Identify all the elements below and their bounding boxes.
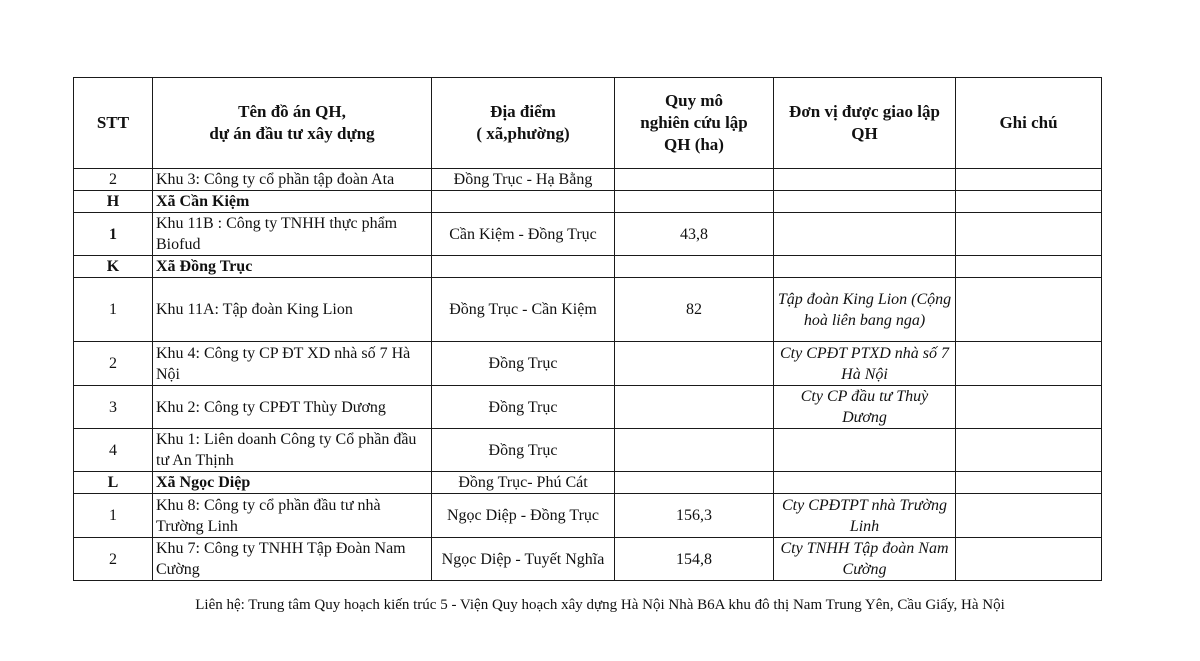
cell-scale (615, 472, 774, 494)
cell-note (956, 494, 1102, 538)
section-code: H (74, 191, 153, 213)
cell-stt: 2 (74, 169, 153, 191)
cell-location: Đồng Trục (432, 342, 615, 386)
cell-assigned-unit (774, 256, 956, 278)
table-row (74, 342, 1102, 386)
header-unit-line2: QH (851, 124, 878, 143)
cell-location: Đồng Trục - Cần Kiệm (432, 278, 615, 342)
header-location-line1: Địa điểm (490, 102, 556, 121)
cell-scale (615, 386, 774, 429)
cell-assigned-unit: Cty TNHH Tập đoàn Nam Cường (774, 538, 956, 581)
cell-location: Đồng Trục (432, 386, 615, 429)
section-row (74, 472, 1102, 494)
table-row (74, 213, 1102, 256)
cell-location (432, 191, 615, 213)
section-row (74, 191, 1102, 213)
header-scale (615, 78, 774, 169)
cell-scale: 154,8 (615, 538, 774, 581)
header-stt: STT (74, 78, 153, 169)
section-title: Xã Ngọc Diệp (153, 472, 432, 494)
table-row (74, 494, 1102, 538)
cell-project-name: Khu 11A: Tập đoàn King Lion (153, 278, 432, 342)
header-note: Ghi chú (956, 78, 1102, 169)
cell-assigned-unit: Tập đoàn King Lion (Cộng hoà liên bang nga) (774, 278, 956, 342)
table-row (74, 538, 1102, 581)
header-project-name (153, 78, 432, 169)
cell-project-name: Khu 8: Công ty cổ phần đầu tư nhà Trường Linh (153, 494, 432, 538)
cell-location: Đồng Trục- Phú Cát (432, 472, 615, 494)
cell-project-name: Khu 1: Liên doanh Công ty Cổ phần đầu tư An Thịnh (153, 429, 432, 472)
cell-project-name: Khu 11B : Công ty TNHH thực phẩm Biofud (153, 213, 432, 256)
cell-assigned-unit (774, 213, 956, 256)
table-row (74, 386, 1102, 429)
cell-assigned-unit (774, 472, 956, 494)
cell-stt: 4 (74, 429, 153, 472)
cell-project-name: Khu 2: Công ty CPĐT Thùy Dương (153, 386, 432, 429)
header-scale-line2: nghiên cứu lập (640, 113, 748, 132)
cell-location: Cần Kiệm - Đồng Trục (432, 213, 615, 256)
header-assigned-unit (774, 78, 956, 169)
cell-stt: 2 (74, 342, 153, 386)
cell-note (956, 472, 1102, 494)
table-row (74, 278, 1102, 342)
header-project-name-line2: dự án đầu tư xây dựng (209, 124, 375, 143)
cell-location: Ngọc Diệp - Đồng Trục (432, 494, 615, 538)
header-scale-line1: Quy mô (664, 91, 724, 110)
cell-stt: 1 (74, 213, 153, 256)
cell-location: Ngọc Diệp - Tuyết Nghĩa (432, 538, 615, 581)
planning-projects-table (73, 77, 1102, 581)
cell-assigned-unit (774, 429, 956, 472)
cell-assigned-unit: Cty CPĐT PTXD nhà số 7 Hà Nội (774, 342, 956, 386)
section-title: Xã Đồng Trục (153, 256, 432, 278)
cell-note (956, 429, 1102, 472)
cell-location (432, 256, 615, 278)
cell-scale: 43,8 (615, 213, 774, 256)
cell-note (956, 386, 1102, 429)
cell-scale (615, 256, 774, 278)
cell-assigned-unit (774, 169, 956, 191)
cell-stt: 2 (74, 538, 153, 581)
cell-project-name: Khu 4: Công ty CP ĐT XD nhà số 7 Hà Nội (153, 342, 432, 386)
header-unit-line1: Đơn vị được giao lập (789, 102, 940, 121)
section-row (74, 256, 1102, 278)
cell-assigned-unit (774, 191, 956, 213)
cell-location: Đồng Trục (432, 429, 615, 472)
cell-stt: 1 (74, 494, 153, 538)
cell-scale (615, 429, 774, 472)
header-scale-line3: QH (ha) (664, 135, 724, 154)
header-row (74, 78, 1102, 169)
cell-scale: 156,3 (615, 494, 774, 538)
header-project-name-line1: Tên đồ án QH, (238, 102, 346, 121)
header-location-line2: ( xã,phường) (476, 124, 570, 143)
section-code: L (74, 472, 153, 494)
section-code: K (74, 256, 153, 278)
cell-scale: 82 (615, 278, 774, 342)
cell-assigned-unit: Cty CPĐTPT nhà Trường Linh (774, 494, 956, 538)
table-row (74, 169, 1102, 191)
cell-project-name: Khu 7: Công ty TNHH Tập Đoàn Nam Cường (153, 538, 432, 581)
cell-note (956, 256, 1102, 278)
header-location (432, 78, 615, 169)
cell-note (956, 278, 1102, 342)
cell-note (956, 213, 1102, 256)
section-title: Xã Cần Kiệm (153, 191, 432, 213)
cell-location: Đồng Trục - Hạ Bằng (432, 169, 615, 191)
cell-stt: 3 (74, 386, 153, 429)
cell-note (956, 538, 1102, 581)
contact-footer: Liên hệ: Trung tâm Quy hoạch kiến trúc 5 - Viện Quy hoạch xây dựng Hà Nội Nhà B6A khu đô thị Nam Trung Yên, Cầu Giấy, Hà Nội (195, 597, 1005, 613)
cell-note (956, 191, 1102, 213)
cell-scale (615, 342, 774, 386)
cell-scale (615, 191, 774, 213)
cell-stt: 1 (74, 278, 153, 342)
cell-project-name: Khu 3: Công ty cổ phần tập đoàn Ata (153, 169, 432, 191)
table-row (74, 429, 1102, 472)
cell-scale (615, 169, 774, 191)
cell-note (956, 169, 1102, 191)
cell-assigned-unit: Cty CP đầu tư Thuỳ Dương (774, 386, 956, 429)
cell-note (956, 342, 1102, 386)
